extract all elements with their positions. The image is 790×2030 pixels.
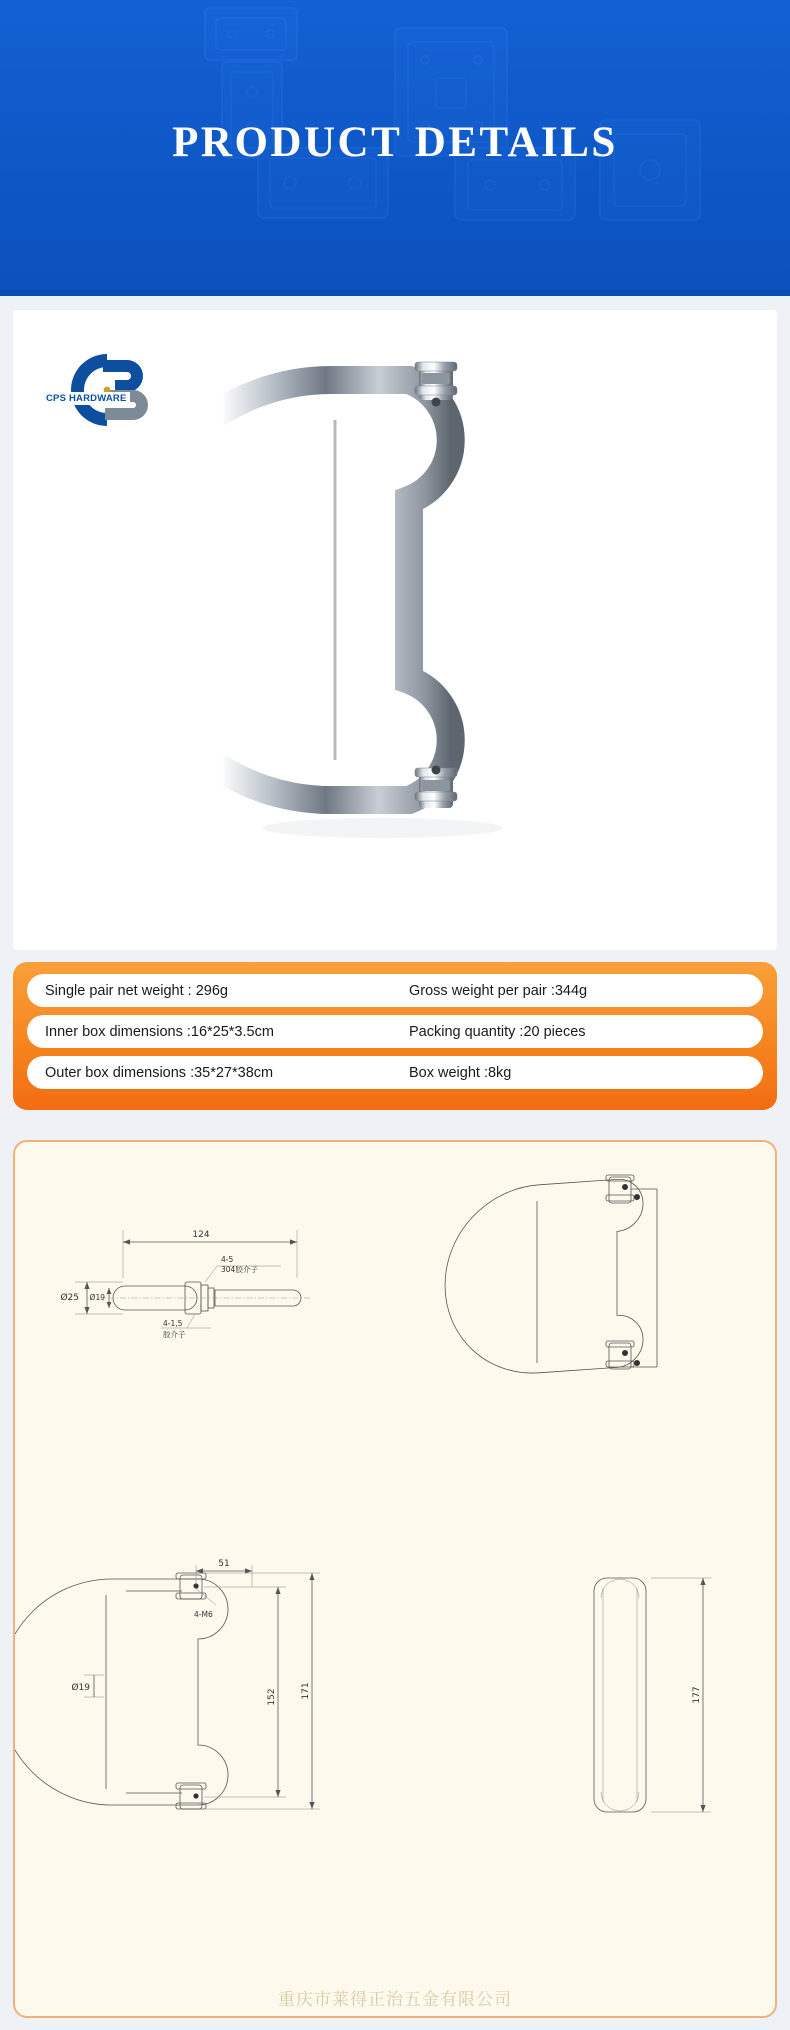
dim-length: 124 (192, 1230, 210, 1240)
cps-logo-icon (57, 340, 157, 440)
spec-gross-weight: Gross weight per pair :344g (409, 982, 588, 999)
technical-drawing-panel (13, 1140, 777, 2018)
banner-divider (0, 290, 790, 296)
front-view (15, 1559, 320, 1809)
dim-offset-51: 51 (218, 1559, 230, 1569)
spec-row (27, 1056, 763, 1089)
dim-outer-diameter: Ø25 (60, 1293, 79, 1303)
dim-overall-171: 171 (301, 1682, 311, 1700)
spec-outer-box: Outer box dimensions :35*27*38cm (45, 1064, 274, 1081)
door-pull-handle-illustration (223, 340, 573, 920)
watermark-text: 重庆市莱得正治五金有限公司 (278, 1990, 512, 2010)
spec-inner-box: Inner box dimensions :16*25*3.5cm (45, 1023, 274, 1040)
dim-side-177: 177 (692, 1686, 702, 1704)
side-section-view (60, 1230, 311, 1339)
side-view (594, 1578, 711, 1812)
spec-net-weight: Single pair net weight : 296g (45, 982, 228, 999)
callout-4-m6: 4-M6 (194, 1610, 213, 1619)
specification-panel (13, 962, 777, 1110)
isometric-view (445, 1175, 657, 1379)
callout-rubber-washer: 胶介子 (163, 1330, 186, 1339)
page-title: PRODUCT DETAILS (172, 119, 618, 166)
header-banner (0, 0, 790, 296)
spec-row (27, 974, 763, 1007)
standoff-bottom (415, 766, 457, 809)
brand-logo (57, 340, 157, 440)
callout-304-washer: 304胶介子 (221, 1265, 258, 1274)
spec-row (27, 1015, 763, 1048)
product-image-card (13, 310, 777, 950)
spec-packing-quantity: Packing quantity :20 pieces (409, 1023, 586, 1040)
brand-logo-text: CPS HARDWARE (43, 392, 130, 405)
product-image (223, 340, 573, 920)
technical-drawings (15, 1142, 775, 2002)
callout-4-1-5: 4-1,5 (163, 1319, 183, 1328)
dim-center-152: 152 (267, 1688, 277, 1706)
dim-diameter-19: Ø19 (71, 1683, 90, 1693)
dim-inner-diameter: Ø19 (89, 1293, 105, 1302)
spec-box-weight: Box weight :8kg (409, 1064, 512, 1081)
callout-4-5: 4-5 (221, 1255, 234, 1264)
